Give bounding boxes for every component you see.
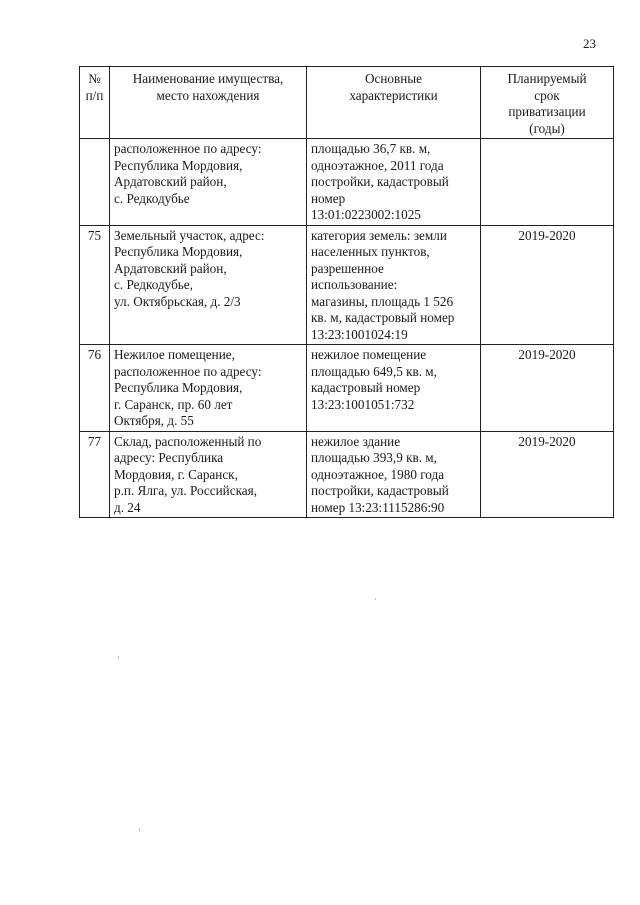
row-characteristics-line: населенных пунктов, bbox=[311, 244, 430, 259]
row-characteristics-line: кв. м, кадастровый номер bbox=[311, 310, 455, 325]
table-row bbox=[80, 345, 614, 432]
row-term bbox=[481, 139, 614, 226]
row-name-line: с. Редкодубье, bbox=[114, 277, 193, 292]
row-name-line: г. Саранск, пр. 60 лет bbox=[114, 396, 233, 412]
header-term-line: Планируемый bbox=[507, 71, 587, 86]
header-characteristics bbox=[307, 67, 481, 139]
header-characteristics-line: характеристики bbox=[349, 87, 438, 103]
table-row bbox=[80, 225, 614, 345]
row-name bbox=[110, 345, 307, 432]
row-characteristics bbox=[307, 139, 481, 226]
header-number bbox=[80, 67, 110, 139]
row-characteristics bbox=[307, 431, 481, 518]
row-name-line: Ардатовский район, bbox=[114, 260, 227, 276]
row-characteristics bbox=[307, 345, 481, 432]
row-name-line: Нежилое помещение, bbox=[114, 347, 235, 362]
header-name bbox=[110, 67, 307, 139]
row-characteristics-line: 13:23:1001024:19 bbox=[311, 326, 408, 342]
row-characteristics-line: площадью 649,5 кв. м, bbox=[311, 363, 437, 379]
row-term: 2019-2020 bbox=[481, 431, 614, 518]
table-row bbox=[80, 431, 614, 518]
row-term: 2019-2020 bbox=[481, 225, 614, 345]
row-number: 75 bbox=[80, 225, 110, 345]
row-number: 76 bbox=[80, 345, 110, 432]
row-characteristics-line: магазины, площадь 1 526 bbox=[311, 293, 454, 309]
row-characteristics-line: одноэтажное, 1980 года bbox=[311, 466, 445, 482]
row-term: 2019-2020 bbox=[481, 345, 614, 432]
header-term bbox=[481, 67, 614, 139]
table-header-row bbox=[80, 67, 614, 139]
row-name-line: расположенное по адресу: bbox=[114, 141, 262, 156]
row-characteristics-line: номер 13:23:1115286:90 bbox=[311, 499, 445, 515]
row-characteristics-line: номер bbox=[311, 190, 346, 206]
page-number: 23 bbox=[583, 36, 596, 51]
row-characteristics-line: площадью 36,7 кв. м, bbox=[311, 141, 431, 156]
row-name-line: д. 24 bbox=[114, 499, 141, 515]
row-name-line: Октября, д. 55 bbox=[114, 413, 194, 428]
scan-speck bbox=[118, 656, 119, 659]
row-characteristics-line: 13:23:1001051:732 bbox=[311, 396, 415, 412]
row-characteristics-line: одноэтажное, 2011 года bbox=[311, 157, 444, 173]
property-table bbox=[79, 66, 614, 518]
row-name bbox=[110, 431, 307, 518]
row-name-line: ул. Октябрьская, д. 2/3 bbox=[114, 293, 241, 309]
table-row bbox=[80, 139, 614, 226]
row-characteristics-line: категория земель: земли bbox=[311, 227, 447, 243]
row-number bbox=[80, 139, 110, 226]
row-characteristics-line: нежилое здание bbox=[311, 433, 401, 449]
row-number: 77 bbox=[80, 431, 110, 518]
row-characteristics bbox=[307, 225, 481, 345]
header-number-line: № bbox=[88, 71, 101, 86]
row-characteristics-line: постройки, кадастровый bbox=[311, 483, 449, 498]
row-name-line: Республика Мордовия, bbox=[114, 157, 243, 173]
row-characteristics-line: использование: bbox=[311, 277, 398, 292]
row-name bbox=[110, 139, 307, 226]
row-name-line: расположенное по адресу: bbox=[114, 363, 262, 379]
header-name-line: место нахождения bbox=[156, 87, 260, 103]
header-characteristics-line: Основные bbox=[364, 71, 423, 86]
row-characteristics-line: постройки, кадастровый bbox=[311, 174, 449, 189]
row-name-line: с. Редкодубье bbox=[114, 190, 190, 206]
header-term-line: приватизации bbox=[508, 104, 586, 119]
row-name-line: адресу: Республика bbox=[114, 450, 224, 465]
row-characteristics-line: нежилое помещение bbox=[311, 347, 427, 362]
row-name-line: Мордовия, г. Саранск, bbox=[114, 466, 238, 482]
row-name-line: Склад, расположенный по bbox=[114, 433, 262, 449]
row-characteristics-line: кадастровый номер bbox=[311, 380, 421, 395]
row-characteristics-line: 13:01:0223002:1025 bbox=[311, 207, 421, 222]
header-term-line: срок bbox=[534, 87, 560, 103]
row-characteristics-line: площадью 393,9 кв. м, bbox=[311, 450, 437, 465]
scan-speck bbox=[375, 598, 376, 600]
row-characteristics-line: разрешенное bbox=[311, 260, 384, 276]
scan-speck bbox=[139, 828, 140, 831]
header-number-line: п/п bbox=[85, 87, 104, 103]
header-term-line: (годы) bbox=[529, 120, 565, 136]
row-name-line: Земельный участок, адрес: bbox=[114, 227, 265, 243]
row-name-line: Ардатовский район, bbox=[114, 174, 227, 189]
header-name-line: Наименование имущества, bbox=[132, 71, 284, 86]
row-name bbox=[110, 225, 307, 345]
row-name-line: р.п. Ялга, ул. Российская, bbox=[114, 483, 257, 498]
row-name-line: Республика Мордовия, bbox=[114, 380, 243, 395]
row-name-line: Республика Мордовия, bbox=[114, 244, 243, 259]
